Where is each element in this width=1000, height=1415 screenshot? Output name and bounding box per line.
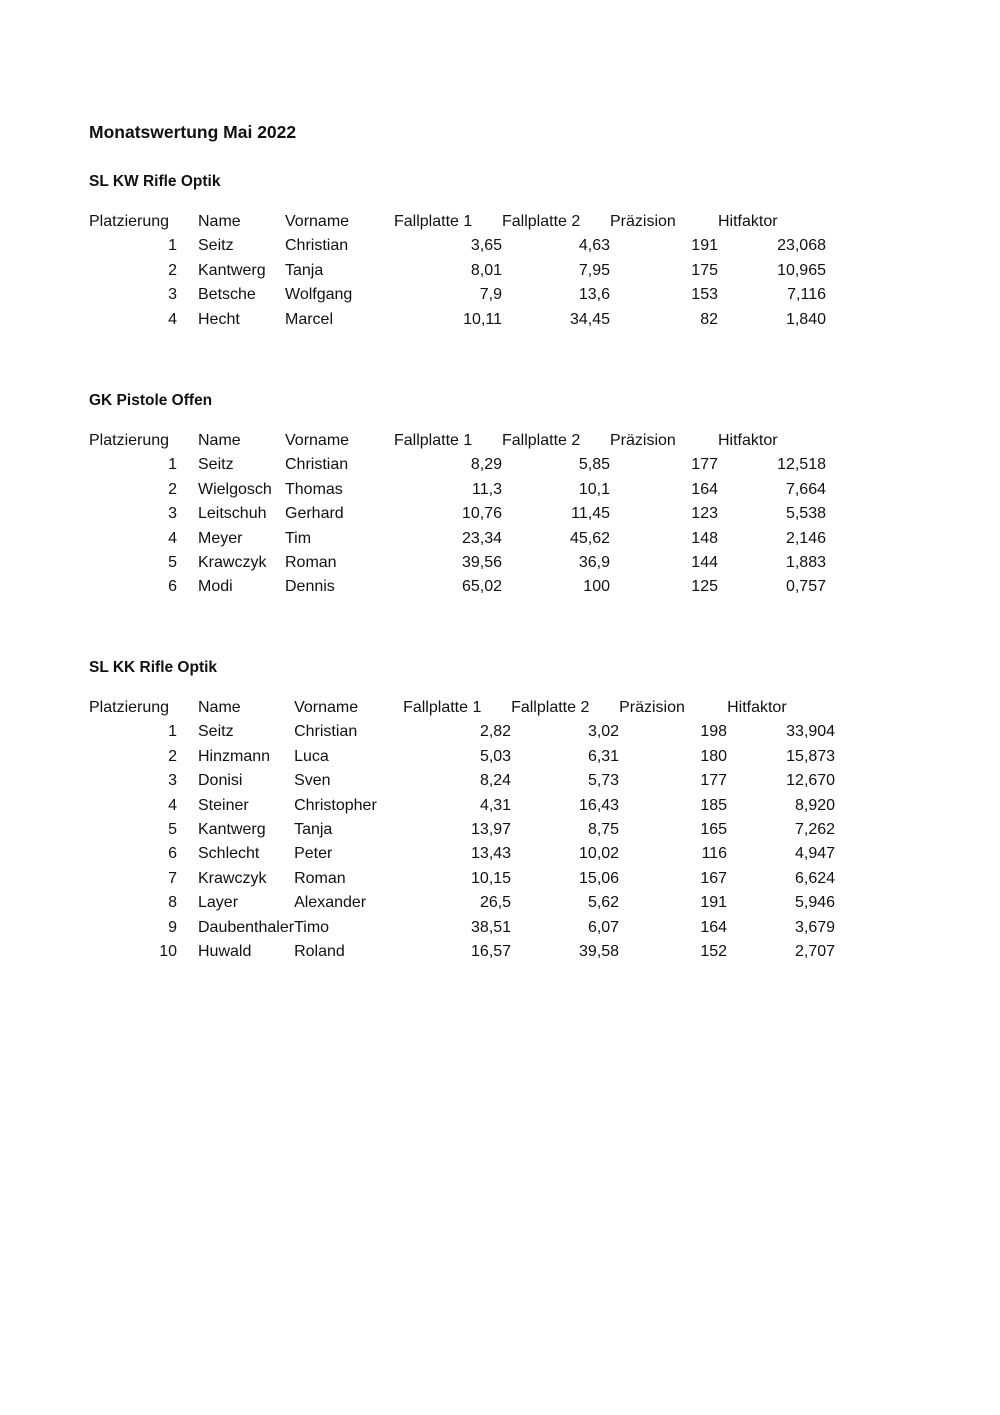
- placement-cell: 3: [168, 505, 177, 523]
- precision-cell: 180: [700, 747, 728, 765]
- fallplatte1-cell: 4,31: [479, 796, 512, 814]
- fallplatte2-cell: 39,58: [579, 943, 620, 961]
- precision-header: Präzision: [610, 432, 676, 449]
- name-cell: Schlecht: [198, 845, 260, 863]
- fallplatte1-header: Fallplatte 1: [394, 213, 473, 230]
- name-header: Name: [198, 213, 241, 230]
- fallplatte2-cell: 11,45: [571, 505, 610, 523]
- first-name-cell: Tanja: [285, 261, 324, 279]
- precision-header: Präzision: [619, 699, 685, 716]
- name-cell: Kantwerg: [198, 261, 266, 279]
- placement-cell: 2: [168, 747, 177, 765]
- first-name-cell: Marcel: [285, 310, 334, 328]
- fallplatte2-cell: 4,63: [578, 237, 610, 255]
- fallplatte1-cell: 7,9: [479, 286, 502, 304]
- placement-cell: 4: [168, 529, 177, 547]
- precision-cell: 148: [691, 529, 718, 547]
- precision-cell: 152: [700, 943, 728, 961]
- name-header: Name: [198, 699, 241, 716]
- fallplatte1-cell: 10,11: [463, 310, 502, 328]
- fallplatte2-cell: 45,62: [569, 529, 610, 547]
- hitfactor-cell: 15,873: [786, 747, 836, 765]
- placement-cell: 2: [168, 480, 177, 498]
- precision-cell: 116: [701, 845, 728, 863]
- first-name-cell: Alexander: [294, 894, 367, 912]
- name-cell: Leitschuh: [198, 505, 267, 523]
- placement-cell: 6: [168, 845, 177, 863]
- header-row: [89, 210, 826, 234]
- name-cell: Modi: [198, 578, 233, 596]
- fallplatte2-cell: 10,02: [579, 845, 620, 863]
- header-row: [89, 696, 835, 720]
- placement-cell: 3: [168, 772, 177, 790]
- placement-cell: 1: [168, 237, 177, 255]
- fallplatte1-cell: 23,34: [461, 529, 502, 547]
- precision-cell: 164: [691, 480, 718, 498]
- fallplatte1-cell: 3,65: [470, 237, 502, 255]
- fallplatte1-cell: 26,5: [479, 894, 512, 912]
- fallplatte1-cell: 10,76: [461, 505, 502, 523]
- name-cell: Krawczyk: [198, 554, 267, 572]
- hitfactor-cell: 5,946: [795, 894, 836, 912]
- placement-cell: 9: [168, 918, 177, 936]
- fallplatte2-cell: 100: [583, 578, 610, 596]
- results-table: [89, 696, 835, 964]
- hitfactor-header: Hitfaktor: [718, 213, 778, 230]
- fallplatte2-cell: 8,75: [587, 821, 620, 839]
- hitfactor-cell: 2,146: [785, 529, 826, 547]
- placement-cell: 3: [168, 286, 177, 304]
- fallplatte2-cell: 15,06: [579, 869, 620, 887]
- name-cell: Steiner: [198, 796, 249, 814]
- table-row: [89, 842, 835, 866]
- hitfactor-cell: 1,840: [785, 310, 826, 328]
- fallplatte2-cell: 13,6: [578, 286, 610, 304]
- placement-header: Platzierung: [89, 213, 170, 230]
- table-row: [89, 575, 826, 599]
- first-name-cell: Peter: [294, 845, 333, 863]
- placement-cell: 1: [168, 456, 177, 474]
- table-row: [89, 527, 826, 551]
- header-row: [89, 429, 826, 453]
- table-row: [89, 502, 826, 526]
- fallplatte2-cell: 10,1: [578, 480, 610, 498]
- name-cell: Seitz: [198, 456, 234, 474]
- results-table: [89, 210, 826, 332]
- table-row: [89, 308, 826, 332]
- fallplatte2-header: Fallplatte 2: [502, 432, 581, 449]
- precision-cell: 123: [691, 505, 718, 523]
- first-name-cell: Christopher: [294, 796, 377, 814]
- table-row: [89, 283, 826, 307]
- precision-cell: 191: [700, 894, 728, 912]
- section-title: SL KK Rifle Optik: [89, 659, 218, 676]
- hitfactor-cell: 10,965: [777, 261, 826, 279]
- precision-cell: 125: [691, 578, 718, 596]
- fallplatte1-cell: 5,03: [479, 747, 512, 765]
- name-cell: Layer: [198, 894, 239, 912]
- precision-cell: 82: [700, 310, 718, 328]
- name-cell: Seitz: [198, 723, 234, 741]
- hitfactor-cell: 3,679: [795, 918, 836, 936]
- placement-cell: 1: [168, 723, 177, 741]
- fallplatte2-cell: 16,43: [579, 796, 620, 814]
- fallplatte1-cell: 8,24: [479, 772, 512, 790]
- first-name-cell: Dennis: [285, 578, 335, 596]
- fallplatte2-header: Fallplatte 2: [511, 699, 590, 716]
- table-row: [89, 453, 826, 477]
- fallplatte1-cell: 13,97: [471, 821, 512, 839]
- name-cell: Seitz: [198, 237, 234, 255]
- table-row: [89, 818, 835, 842]
- name-cell: Hecht: [198, 310, 240, 328]
- placement-cell: 5: [168, 554, 177, 572]
- fallplatte2-header: Fallplatte 2: [502, 213, 581, 230]
- first-name-cell: Roland: [294, 943, 345, 961]
- placement-cell: 6: [168, 578, 177, 596]
- fallplatte2-cell: 6,07: [587, 918, 620, 936]
- hitfactor-cell: 2,707: [795, 943, 836, 961]
- fallplatte1-header: Fallplatte 1: [403, 699, 482, 716]
- precision-cell: 185: [700, 796, 728, 814]
- fallplatte2-cell: 5,62: [587, 894, 620, 912]
- fallplatte1-cell: 65,02: [461, 578, 502, 596]
- first-name-header: Vorname: [294, 699, 359, 716]
- table-row: [89, 940, 835, 964]
- first-name-header: Vorname: [285, 213, 350, 230]
- table-row: [89, 720, 835, 744]
- name-cell: Meyer: [198, 529, 243, 547]
- fallplatte1-cell: 8,29: [470, 456, 502, 474]
- hitfactor-cell: 5,538: [785, 505, 826, 523]
- fallplatte2-cell: 5,85: [578, 456, 610, 474]
- name-cell: Daubenthaler: [198, 918, 295, 936]
- first-name-header: Vorname: [285, 432, 350, 449]
- results-table: [89, 429, 826, 600]
- precision-cell: 167: [700, 869, 728, 887]
- section-title: SL KW Rifle Optik: [89, 173, 221, 190]
- table-row: [89, 745, 835, 769]
- hitfactor-cell: 1,883: [785, 554, 826, 572]
- first-name-cell: Wolfgang: [285, 286, 353, 304]
- fallplatte1-cell: 16,57: [471, 943, 512, 961]
- hitfactor-cell: 12,670: [786, 772, 836, 790]
- hitfactor-cell: 12,518: [777, 456, 826, 474]
- first-name-cell: Christian: [285, 237, 349, 255]
- placement-header: Platzierung: [89, 699, 170, 716]
- table-row: [89, 234, 826, 258]
- name-cell: Betsche: [198, 286, 256, 304]
- table-row: [89, 478, 826, 502]
- table-row: [89, 916, 835, 940]
- first-name-cell: Christian: [285, 456, 349, 474]
- fallplatte1-cell: 39,56: [461, 554, 502, 572]
- precision-cell: 191: [691, 237, 718, 255]
- hitfactor-cell: 4,947: [795, 845, 836, 863]
- precision-cell: 198: [700, 723, 728, 741]
- name-cell: Donisi: [198, 772, 243, 790]
- placement-cell: 2: [168, 261, 177, 279]
- fallplatte1-cell: 11,3: [472, 480, 502, 498]
- fallplatte1-cell: 8,01: [470, 261, 502, 279]
- fallplatte1-cell: 2,82: [479, 723, 512, 741]
- placement-header: Platzierung: [89, 432, 170, 449]
- name-cell: Kantwerg: [198, 821, 266, 839]
- first-name-cell: Roman: [285, 554, 337, 572]
- first-name-cell: Roman: [294, 869, 346, 887]
- precision-cell: 164: [700, 918, 728, 936]
- fallplatte2-cell: 36,9: [578, 554, 610, 572]
- hitfactor-cell: 33,904: [786, 723, 836, 741]
- fallplatte1-cell: 38,51: [471, 918, 512, 936]
- hitfactor-cell: 7,664: [785, 480, 826, 498]
- fallplatte2-cell: 7,95: [578, 261, 610, 279]
- precision-cell: 165: [700, 821, 728, 839]
- table-row: [89, 551, 826, 575]
- precision-cell: 144: [691, 554, 718, 572]
- precision-cell: 153: [691, 286, 718, 304]
- fallplatte2-cell: 3,02: [587, 723, 620, 741]
- first-name-cell: Thomas: [285, 480, 343, 498]
- first-name-cell: Timo: [294, 918, 330, 936]
- hitfactor-cell: 6,624: [795, 869, 836, 887]
- fallplatte2-cell: 5,73: [587, 772, 620, 790]
- precision-cell: 175: [691, 261, 718, 279]
- hitfactor-header: Hitfaktor: [718, 432, 778, 449]
- name-cell: Krawczyk: [198, 869, 267, 887]
- hitfactor-cell: 8,920: [795, 796, 836, 814]
- table-row: [89, 259, 826, 283]
- name-header: Name: [198, 432, 241, 449]
- hitfactor-header: Hitfaktor: [727, 699, 787, 716]
- placement-cell: 4: [168, 310, 177, 328]
- precision-cell: 177: [691, 456, 718, 474]
- first-name-cell: Christian: [294, 723, 358, 741]
- precision-cell: 177: [700, 772, 728, 790]
- name-cell: Hinzmann: [198, 747, 271, 765]
- section-title: GK Pistole Offen: [89, 392, 213, 409]
- table-row: [89, 891, 835, 915]
- first-name-cell: Sven: [294, 772, 331, 790]
- table-row: [89, 769, 835, 793]
- fallplatte2-cell: 6,31: [587, 747, 620, 765]
- table-row: [89, 794, 835, 818]
- hitfactor-cell: 23,068: [777, 237, 826, 255]
- first-name-cell: Gerhard: [285, 505, 344, 523]
- fallplatte1-header: Fallplatte 1: [394, 432, 473, 449]
- hitfactor-cell: 7,262: [795, 821, 836, 839]
- hitfactor-cell: 7,116: [787, 286, 826, 304]
- placement-cell: 5: [168, 821, 177, 839]
- table-row: [89, 867, 835, 891]
- fallplatte2-cell: 34,45: [569, 310, 610, 328]
- name-cell: Wielgosch: [198, 480, 272, 498]
- placement-cell: 7: [168, 869, 177, 887]
- placement-cell: 4: [168, 796, 177, 814]
- page-title: Monatswertung Mai 2022: [89, 122, 297, 142]
- precision-header: Präzision: [610, 213, 676, 230]
- hitfactor-cell: 0,757: [785, 578, 826, 596]
- first-name-cell: Luca: [294, 747, 329, 765]
- placement-cell: 10: [159, 943, 177, 961]
- fallplatte1-cell: 10,15: [471, 869, 512, 887]
- name-cell: Huwald: [198, 943, 252, 961]
- first-name-cell: Tim: [285, 529, 312, 547]
- first-name-cell: Tanja: [294, 821, 333, 839]
- fallplatte1-cell: 13,43: [471, 845, 512, 863]
- placement-cell: 8: [168, 894, 177, 912]
